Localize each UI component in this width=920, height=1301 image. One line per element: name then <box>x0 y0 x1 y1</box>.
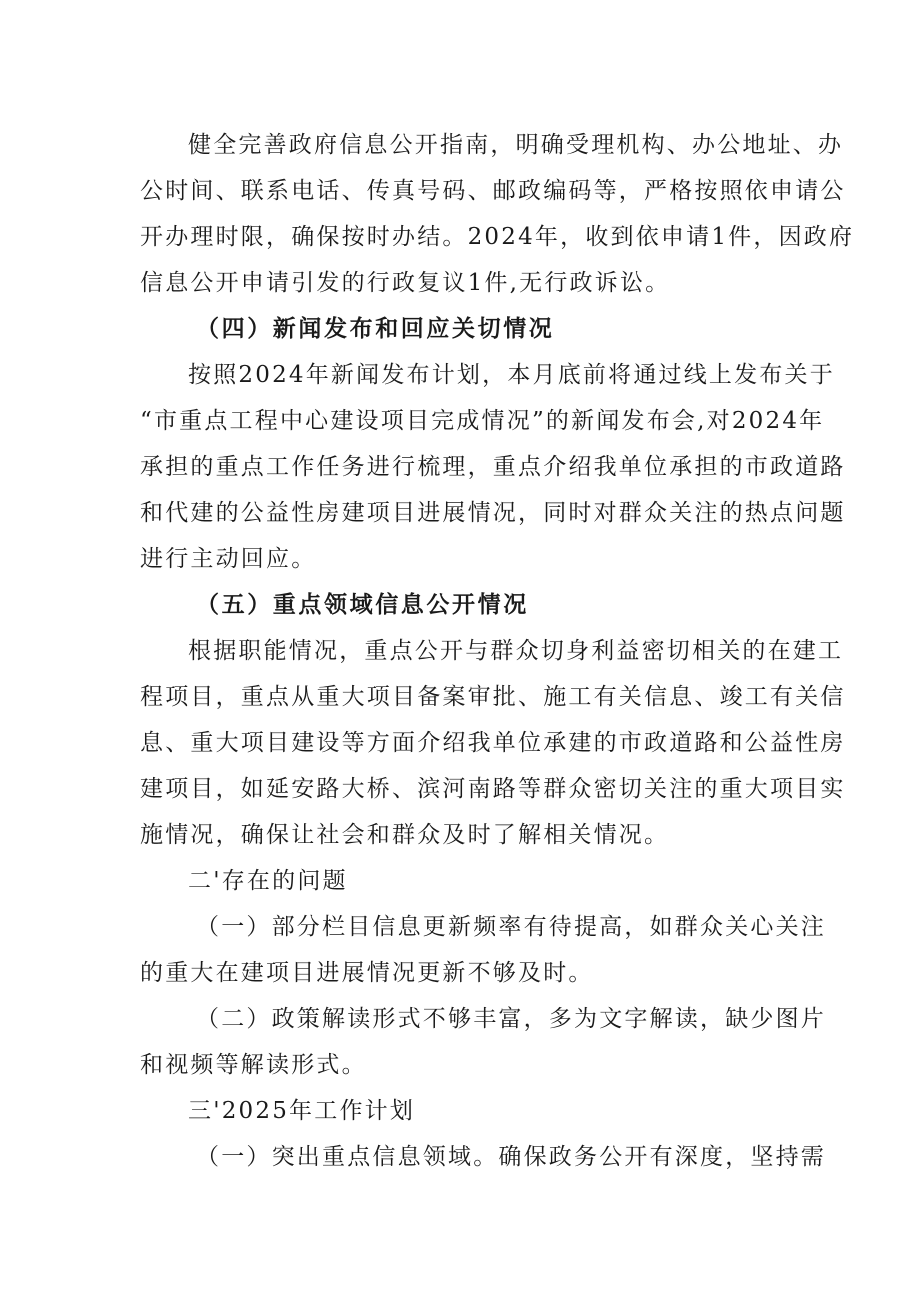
paragraph-line: 根据职能情况，重点公开与群众切身利益密切相关的在建工 <box>188 638 844 664</box>
paragraph-line: 施情况，确保让社会和群众及时了解相关情况。 <box>140 822 670 848</box>
paragraph-line: 息、重大项目建设等方面介绍我单位承建的市政道路和公益性房 <box>140 730 846 756</box>
section-heading-4: （四）新闻发布和回应关切情况 <box>196 315 555 342</box>
paragraph-line: 按照2024年新闻发布计划，本月底前将通过线上发布关于 <box>188 362 835 388</box>
paragraph-line: 程项目，重点从重大项目备案审批、施工有关信息、竣工有关信 <box>140 684 846 710</box>
section-heading-2: 二'存在的问题 <box>188 868 348 894</box>
paragraph-line: 健全完善政府信息公开指南，明确受理机构、办公地址、办 <box>188 132 844 158</box>
paragraph-line: 公时间、联系电话、传真号码、邮政编码等，严格按照依申请公 <box>140 178 846 204</box>
paragraph-line: 信息公开申请引发的行政复议1件,无行政诉讼。 <box>140 270 671 296</box>
paragraph-line: （一）突出重点信息领域。确保政务公开有深度，坚持需 <box>196 1144 826 1170</box>
paragraph-line: 开办理时限，确保按时办结。2024年，收到依申请1件，因政府 <box>140 224 855 250</box>
paragraph-line: （二）政策解读形式不够丰富，多为文字解读，缺少图片 <box>196 1006 826 1032</box>
paragraph-line: 和视频等解读形式。 <box>140 1052 367 1078</box>
paragraph-line: “市重点工程中心建设项目完成情况”的新闻发布会,对2024年 <box>140 408 825 434</box>
paragraph-line: 进行主动回应。 <box>140 546 317 572</box>
section-heading-5: （五）重点领域信息公开情况 <box>196 591 529 618</box>
section-heading-3: 三'2025年工作计划 <box>188 1098 416 1124</box>
paragraph-line: 承担的重点工作任务进行梳理，重点介绍我单位承担的市政道路 <box>140 454 846 480</box>
paragraph-line: （一）部分栏目信息更新频率有待提高，如群众关心关注 <box>196 914 826 940</box>
paragraph-line: 建项目，如延安路大桥、滨河南路等群众密切关注的重大项目实 <box>140 776 846 802</box>
paragraph-line: 的重大在建项目进展情况更新不够及时。 <box>140 960 594 986</box>
paragraph-line: 和代建的公益性房建项目进展情况，同时对群众关注的热点问题 <box>140 500 846 526</box>
